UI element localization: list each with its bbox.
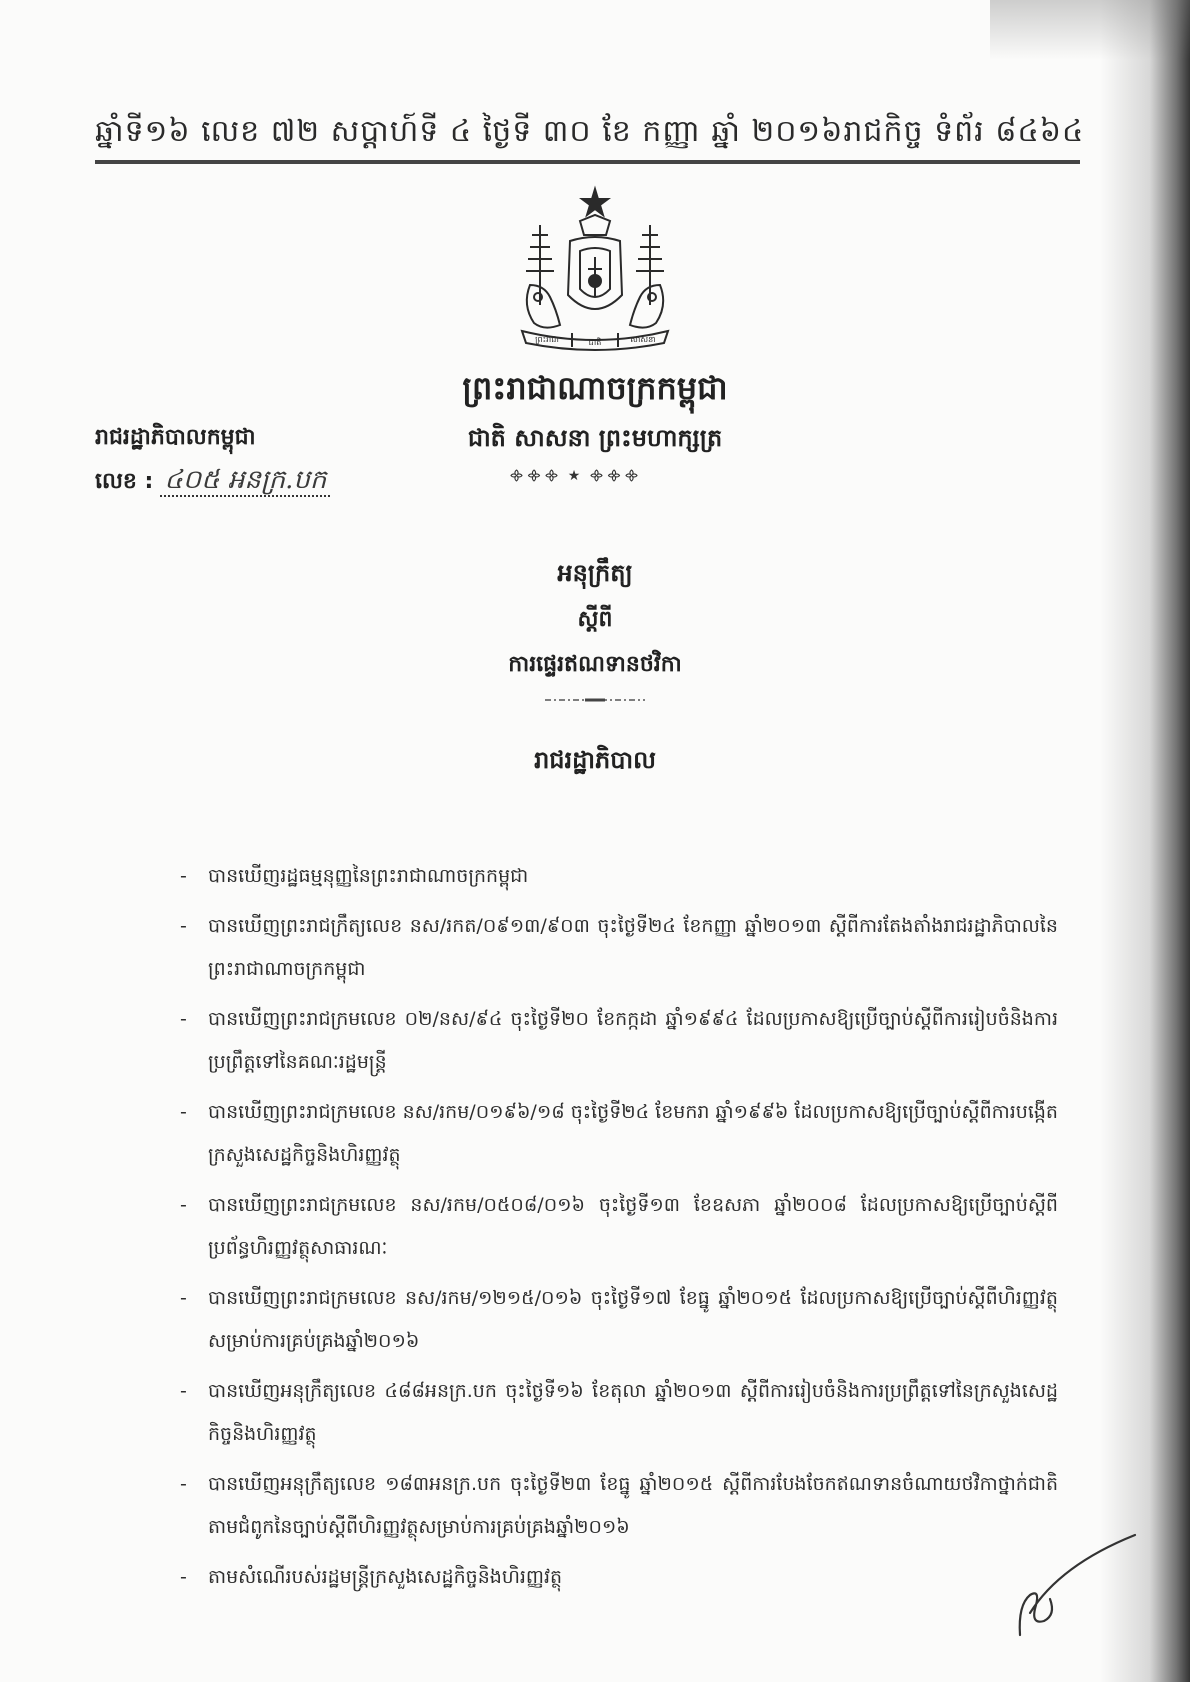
document-number-value: ៤០៥ អនក្រ.បក bbox=[160, 465, 330, 497]
recital-clause: - បានឃើញព្រះរាជក្រមលេខ នស/រកម/១២១៥/០១៦ ចុះថ្ងៃទី១៧ ខែធ្នូ ឆ្នាំ២០១៥ ដែលប្រកាសឱ្យប្រើច្បាប់ស្តីពីហិរញ្ញវត្ថុសម្រាប់ការគ្រប់គ្រងឆ្នាំ២០១៦ bbox=[178, 1277, 1058, 1363]
recital-clause: - បានឃើញអនុក្រឹត្យលេខ ៤៨៨អនក្រ.បក ចុះថ្ងៃទី១៦ ខែតុលា ឆ្នាំ២០១៣ ស្តីពីការរៀបចំនិងការប្រព្រឹត្តទៅនៃក្រសួងសេដ្ឋកិច្ចនិងហិរញ្ញវត្ថុ bbox=[178, 1370, 1058, 1456]
document-subject: ការផ្ទេរឥណទានថវិកា bbox=[508, 652, 682, 677]
motto-ornament: ᯽᯽᯽ ★ ᯽᯽᯽ bbox=[508, 468, 642, 484]
recital-clause: - បានឃើញព្រះរាជក្រឹត្យលេខ នស/រកត/០៩១៣/៩០៣ ចុះថ្ងៃទី២៤ ខែកញ្ញា ឆ្នាំ២០១៣ ស្តីពីការតែងតាំងរាជរដ្ឋាភិបាលនៃព្រះរាជាណាចក្រកម្ពុជា bbox=[178, 905, 1058, 991]
royal-emblem-icon bbox=[510, 185, 680, 355]
recital-clauses bbox=[178, 855, 1058, 1606]
section-divider bbox=[545, 698, 645, 702]
emblem-ribbon-left-text: ព្រះរាជា bbox=[535, 335, 559, 344]
national-motto: ជាតិ សាសនា ព្រះមហាក្សត្រ bbox=[467, 424, 723, 452]
recital-clause: - បានឃើញព្រះរាជក្រមលេខ ០២/នស/៩៤ ចុះថ្ងៃទី២០ ខែកក្កដា ឆ្នាំ១៩៩៤ ដែលប្រកាសឱ្យប្រើច្បាប់ស្តីពីការរៀបចំនិងការប្រព្រឹត្តទៅនៃគណៈរដ្ឋមន្ត្រី bbox=[178, 998, 1058, 1084]
gazette-header bbox=[95, 112, 1085, 156]
kingdom-title: ព្រះរាជាណាចក្រកម្ពុជា bbox=[462, 369, 728, 407]
scan-corner-shadow bbox=[990, 0, 1190, 60]
document-about: ស្តីពី bbox=[577, 607, 613, 632]
document-number-label: លេខ : bbox=[95, 469, 154, 494]
recital-clause: - តាមសំណើរបស់រដ្ឋមន្ត្រីក្រសួងសេដ្ឋកិច្ចនិងហិរញ្ញវត្ថុ bbox=[178, 1556, 1058, 1599]
header-rule bbox=[95, 160, 1080, 164]
scan-edge-shadow bbox=[1100, 0, 1190, 1682]
government-name: រាជរដ្ឋាភិបាលកម្ពុជា bbox=[95, 425, 256, 450]
emblem-ribbon-right-text: សាសនា bbox=[630, 335, 656, 344]
recital-clause: - បានឃើញព្រះរាជក្រមលេខ នស/រកម/០៥០៨/០១៦ ចុះថ្ងៃទី១៣ ខែឧសភា ឆ្នាំ២០០៨ ដែលប្រកាសឱ្យប្រើច្បាប់ស្តីពីប្រព័ន្ធហិរញ្ញវត្ថុសាធារណៈ bbox=[178, 1184, 1058, 1270]
gazette-issue-info: ឆ្នាំទី១៦ លេខ ៧២ សប្តាហ៍ទី ៤ ថ្ងៃទី ៣០ ខែ កញ្ញា ឆ្នាំ ២០១៦ bbox=[95, 114, 844, 149]
initials-signature-icon bbox=[1000, 1525, 1140, 1645]
issuing-authority: រាជរដ្ឋាភិបាល bbox=[534, 746, 656, 774]
recital-clause: - បានឃើញអនុក្រឹត្យលេខ ១៨៣អនក្រ.បក ចុះថ្ងៃទី២៣ ខែធ្នូ ឆ្នាំ២០១៥ ស្តីពីការបែងចែកឥណទានចំណាយថវិកាថ្នាក់ជាតិតាមជំពូកនៃច្បាប់ស្តីពីហិរញ្ញវត្ថុសម្រាប់ការគ្រប់គ្រងឆ្នាំ២០១៦ bbox=[178, 1463, 1058, 1549]
document-type: អនុក្រឹត្យ bbox=[557, 559, 633, 587]
recital-clause: - បានឃើញព្រះរាជក្រមលេខ នស/រកម/០១៩៦/១៨ ចុះថ្ងៃទី២៤ ខែមករា ឆ្នាំ១៩៩៦ ដែលប្រកាសឱ្យប្រើច្បាប់ស្តីពីការបង្កើតក្រសួងសេដ្ឋកិច្ចនិងហិរញ្ញវត្ថុ bbox=[178, 1091, 1058, 1177]
gazette-page-number: រាជកិច្ច ទំព័រ ៨៤៦៤ bbox=[843, 114, 1085, 149]
document-number bbox=[95, 463, 330, 501]
emblem-ribbon-center-text: ជាតិ bbox=[588, 338, 602, 347]
recital-clause: - បានឃើញរដ្ឋធម្មនុញ្ញនៃព្រះរាជាណាចក្រកម្ពុជា bbox=[178, 855, 1058, 898]
